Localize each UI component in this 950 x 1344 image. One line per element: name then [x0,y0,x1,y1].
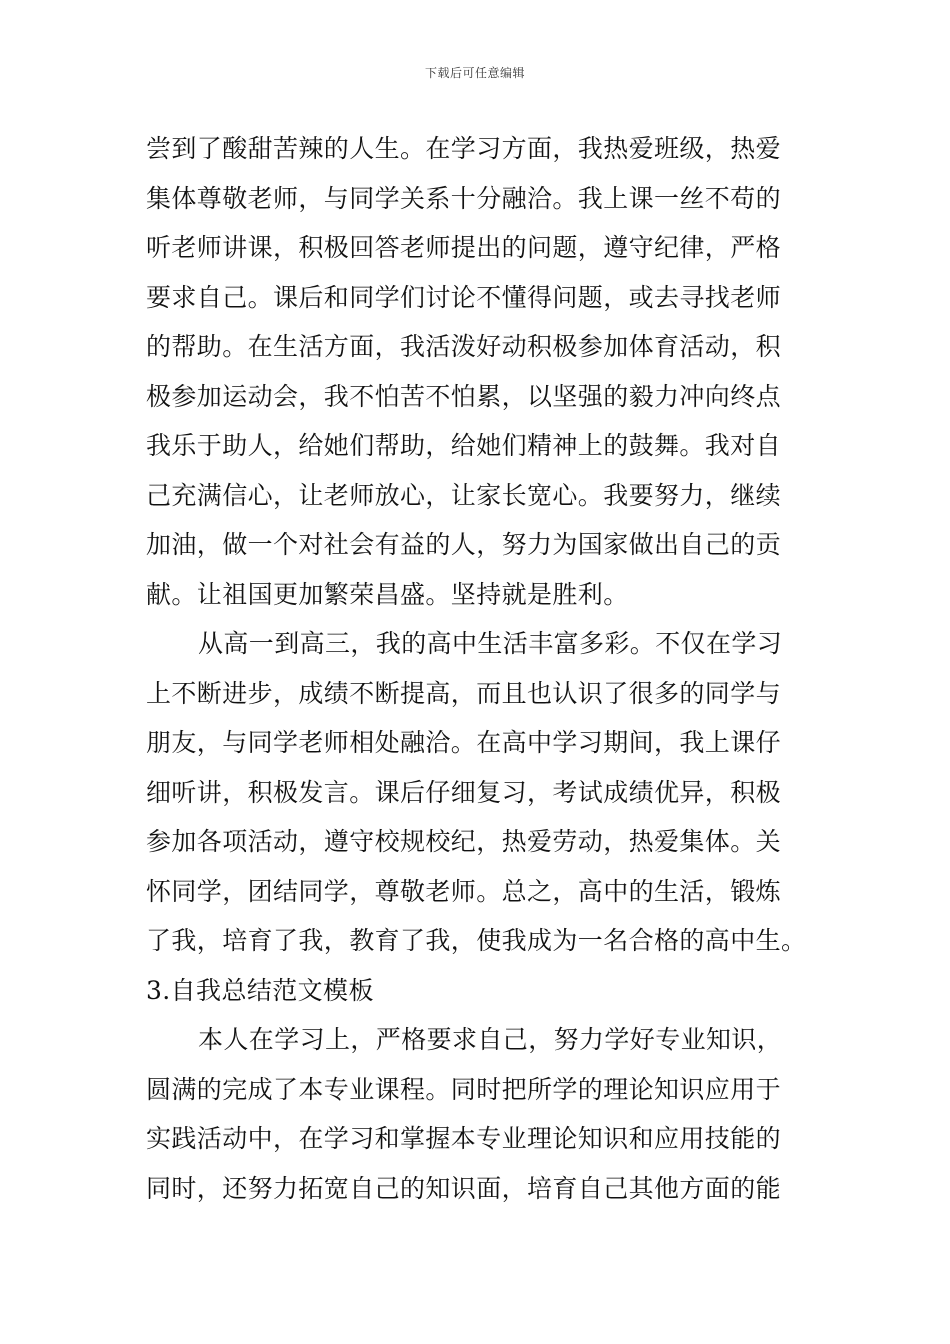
text-line: 集体尊敬老师，与同学关系十分融洽。我上课一丝不苟的 [146,183,782,213]
text-line: 加油，做一个对社会有益的人，努力为国家做出自己的贡 [146,530,782,559]
paragraph-first-line: 从高一到高三，我的高中生活丰富多彩。不仅在学习 [198,629,783,658]
text-line: 上不断进步，成绩不断提高，而且也认识了很多的同学与 [146,678,782,708]
text-line: 了我，培育了我，教育了我，使我成为一名合格的高中生。 [146,926,807,955]
text-line: 要求自己。课后和同学们讨论不懂得问题，或去寻找老师 [146,282,782,312]
text-line: 细听讲，积极发言。课后仔细复习，考试成绩优异，积极 [146,777,782,807]
text-line: 尝到了酸甜苦辣的人生。在学习方面，我热爱班级，热爱 [146,134,782,163]
section-heading: 3.自我总结范文模板 [146,975,374,1005]
text-line: 献。让祖国更加繁荣昌盛。坚持就是胜利。 [146,579,629,609]
text-line: 极参加运动会，我不怕苦不怕累，以坚强的毅力冲向终点 [146,381,782,411]
text-line: 参加各项活动，遵守校规校纪，热爱劳动，热爱集体。关 [146,827,782,856]
page-header: 下载后可任意编辑 [424,66,525,80]
text-line: 实践活动中，在学习和掌握本专业理论知识和应用技能的 [146,1124,782,1153]
text-line: 听老师讲课，积极回答老师提出的问题，遵守纪律，严格 [146,233,782,262]
text-line: 我乐于助人，给她们帮助，给她们精神上的鼓舞。我对自 [146,431,782,460]
document-body [146,124,808,1213]
text-line: 己充满信心，让老师放心，让家长宽心。我要努力，继续 [146,480,782,510]
text-line: 朋友，与同学老师相处融洽。在高中学习期间，我上课仔 [146,728,782,757]
text-line: 的帮助。在生活方面，我活泼好动积极参加体育活动，积 [146,332,782,361]
text-line: 同时，还努力拓宽自己的知识面，培育自己其他方面的能 [146,1173,782,1203]
text-line: 圆满的完成了本专业课程。同时把所学的理论知识应用于 [146,1074,782,1104]
paragraph-first-line: 本人在学习上，严格要求自己，努力学好专业知识， [198,1025,783,1054]
text-line: 怀同学，团结同学，尊敬老师。总之，高中的生活，锻炼 [146,876,782,906]
